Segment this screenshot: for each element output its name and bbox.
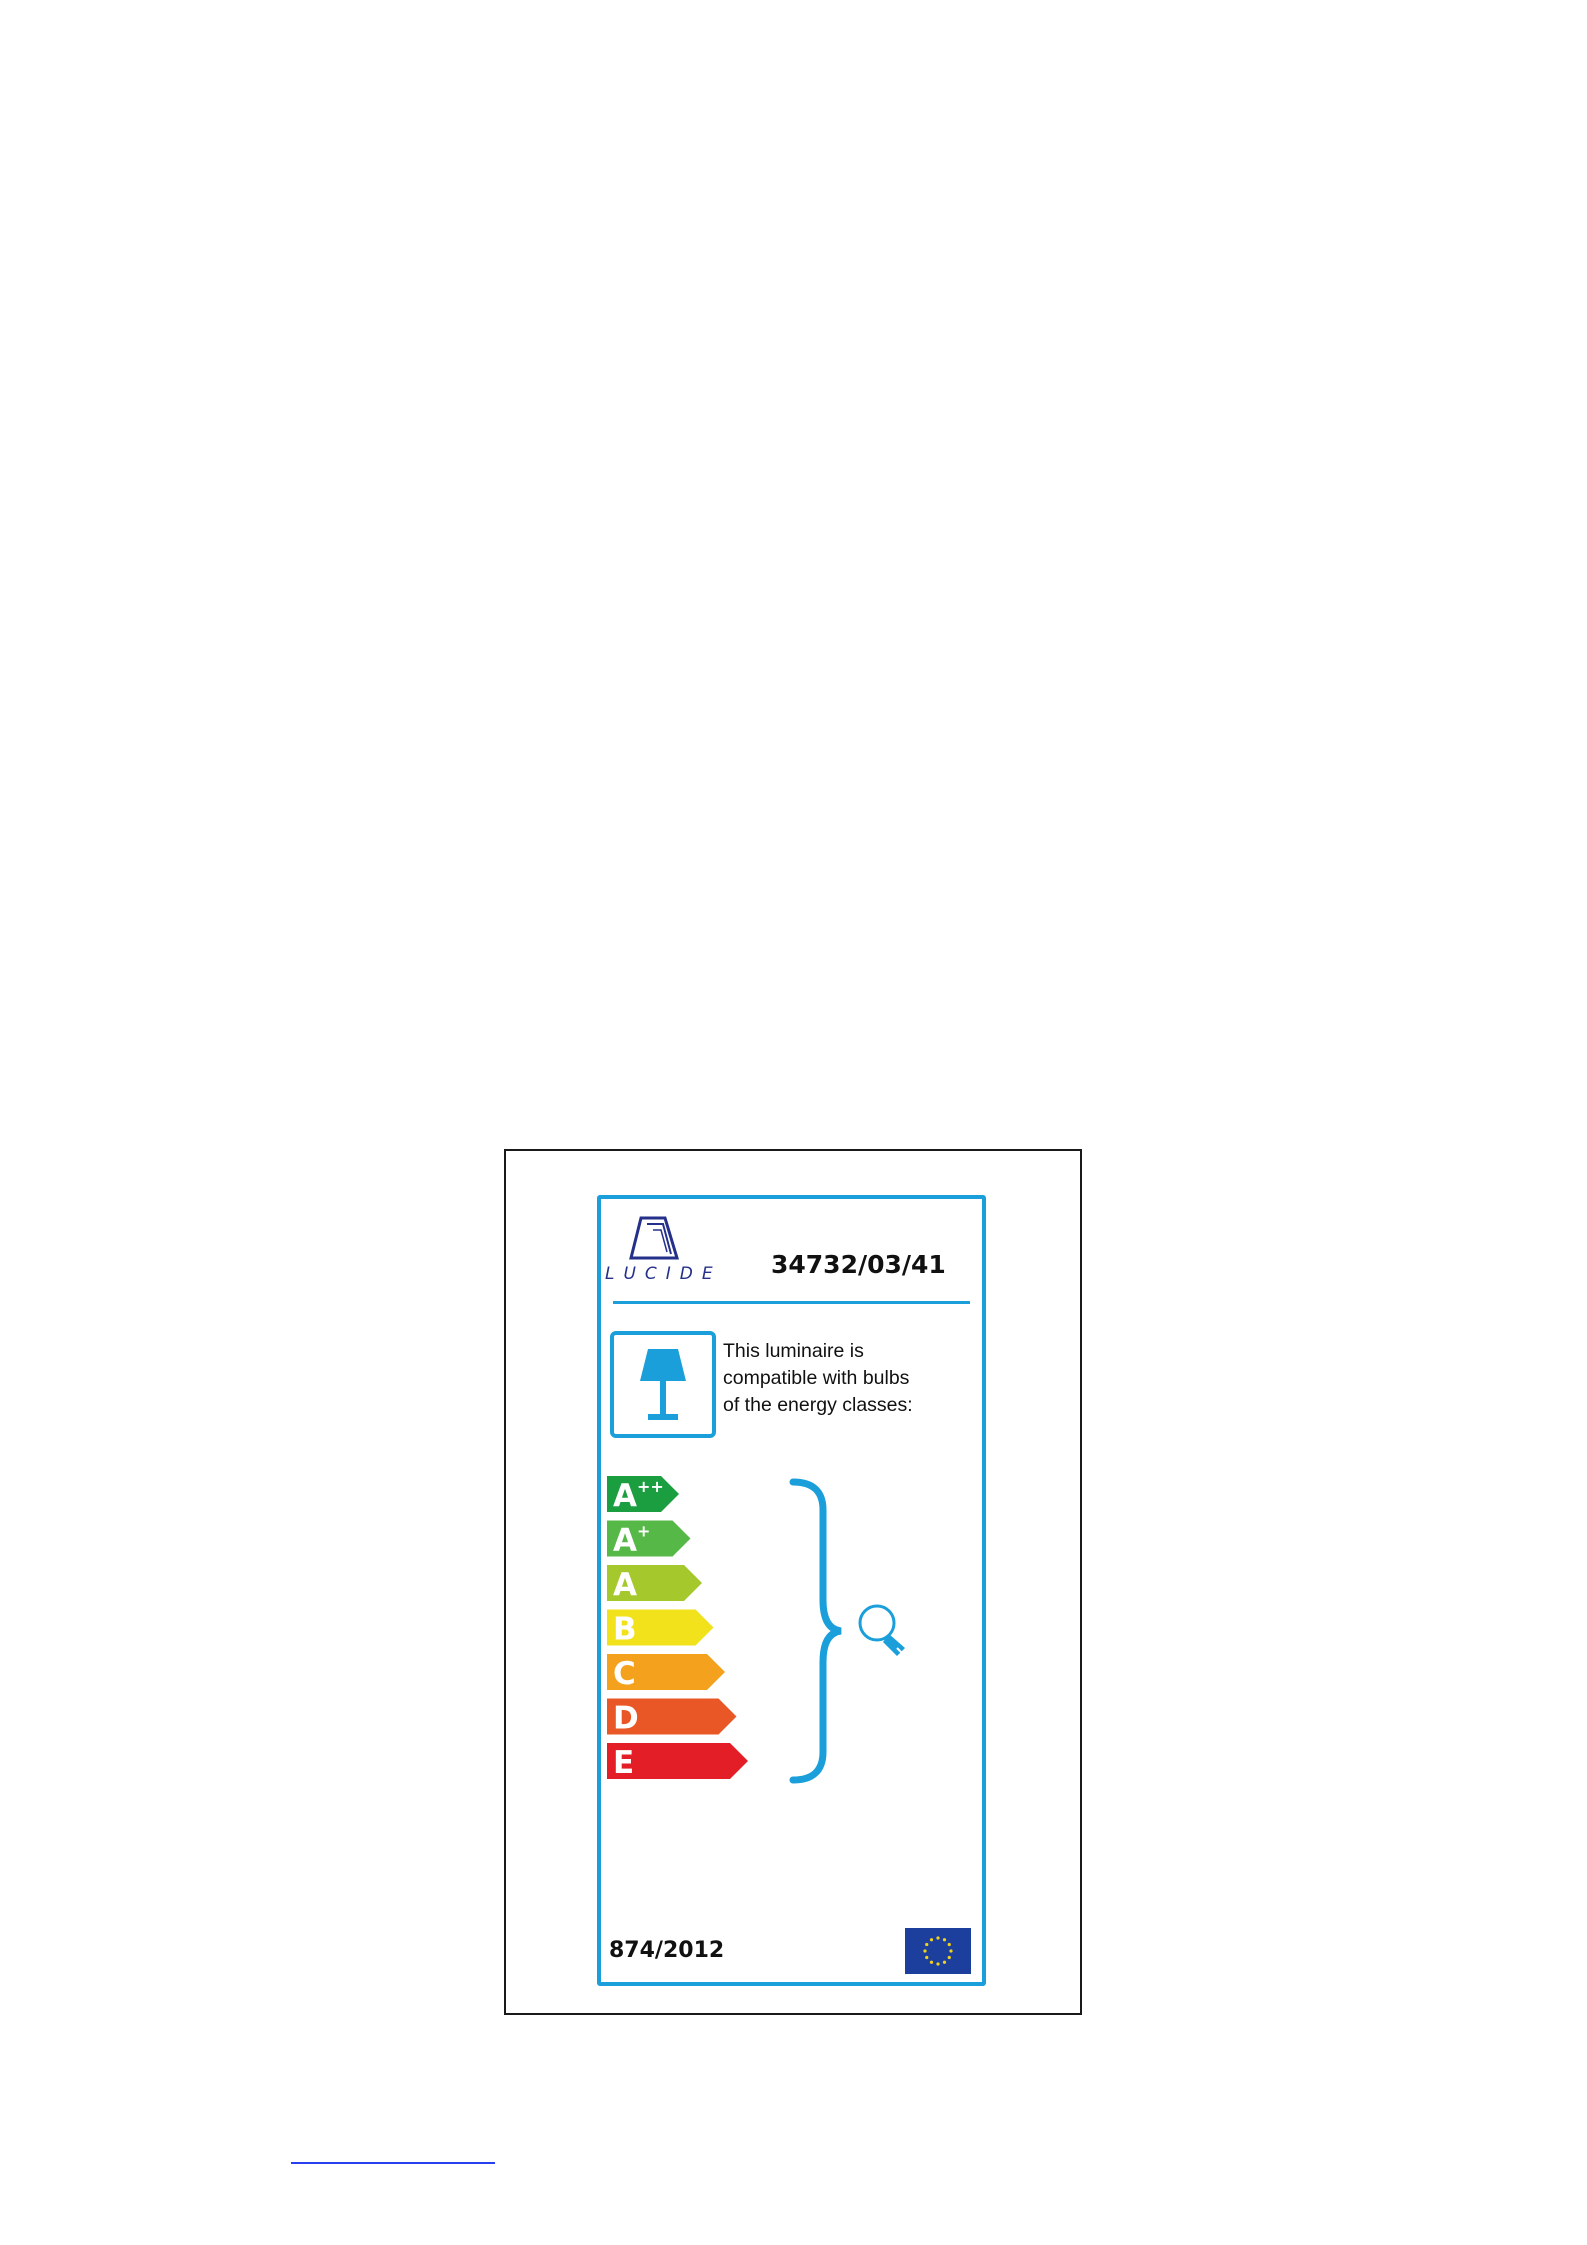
brand-name: LUCIDE (605, 1264, 722, 1284)
energy-class-arrow (607, 1476, 679, 1514)
energy-class-label: C (613, 1656, 636, 1692)
light-bulb-icon (860, 1606, 905, 1656)
energy-class-label: E (613, 1745, 635, 1781)
compatibility-line: compatible with bulbs (723, 1367, 910, 1389)
energy-class-arrow (607, 1699, 737, 1737)
energy-class-arrow (607, 1654, 725, 1692)
compatibility-line: of the energy classes: (723, 1394, 913, 1416)
energy-class-arrow (607, 1743, 748, 1781)
energy-class-label: B (613, 1611, 637, 1648)
link-underline[interactable] (291, 2162, 495, 2164)
eu-star (925, 1956, 928, 1959)
energy-class-label: A++ (613, 1477, 664, 1514)
eu-star (948, 1943, 951, 1946)
eu-flag-background (905, 1928, 971, 1974)
compatibility-line: This luminaire is (723, 1340, 864, 1362)
header-divider (613, 1301, 970, 1304)
eu-star (930, 1938, 933, 1941)
eu-star (943, 1961, 946, 1964)
energy-class-scale (607, 1476, 767, 1788)
energy-class-arrow (607, 1521, 691, 1559)
regulation-number: 874/2012 (609, 1938, 725, 1963)
table-lamp-icon (614, 1335, 712, 1434)
eu-star (943, 1938, 946, 1941)
eu-star (930, 1961, 933, 1964)
eu-star (948, 1956, 951, 1959)
eu-star (936, 1936, 939, 1939)
eu-star (925, 1943, 928, 1946)
eu-star (949, 1949, 952, 1952)
eu-star (936, 1962, 939, 1965)
model-number: 34732/03/41 (771, 1250, 946, 1279)
lamp-box (610, 1331, 716, 1438)
compatibility-text (723, 1338, 963, 1419)
energy-class-arrow (607, 1610, 714, 1648)
energy-class-label: D (613, 1700, 639, 1737)
eu-flag-icon (905, 1928, 971, 1974)
energy-class-label: A (613, 1567, 637, 1603)
energy-class-arrow (607, 1565, 702, 1603)
curly-brace (787, 1476, 937, 1786)
eu-star (923, 1949, 926, 1952)
energy-class-label: A+ (613, 1521, 651, 1559)
